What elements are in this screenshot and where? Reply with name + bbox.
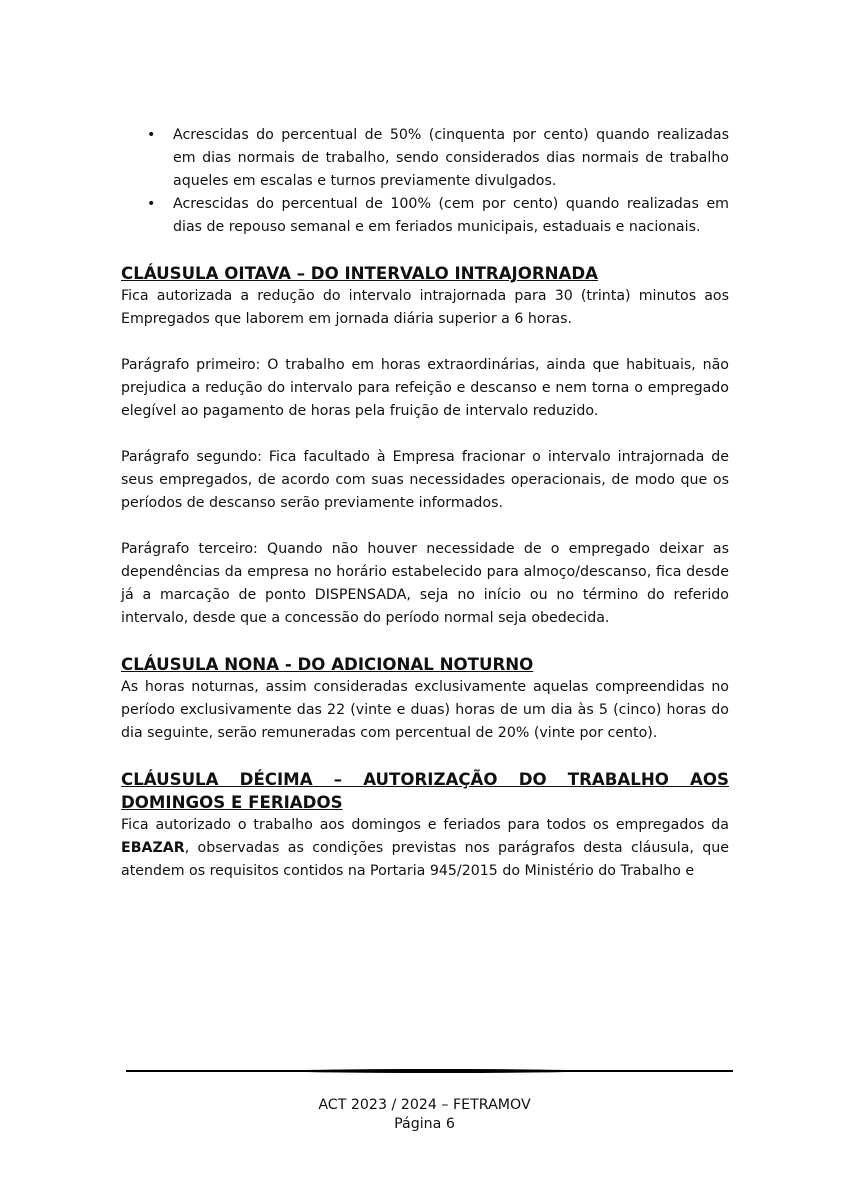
document-body bbox=[121, 124, 729, 883]
bullet-icon: • bbox=[147, 196, 156, 212]
clausula-decima-body bbox=[121, 814, 729, 883]
paragrafo-terceiro: Parágrafo terceiro: Quando não houver necessidade de o empregado deixar as dependências da empresa no horário estabelecido para almoço/descanso, fica desde já a marcação de ponto DISPENSADA, seja no início ou no término do referido intervalo, desde que a concessão do período normal seja obedecida. bbox=[121, 541, 729, 626]
bullet-icon: • bbox=[147, 127, 156, 143]
body-text: , observadas as condições previstas nos parágrafos desta cláusula, que atendem os requisitos contidos na Portaria 945/2015 do Ministério do Trabalho e bbox=[121, 840, 729, 879]
page-footer bbox=[0, 1096, 849, 1134]
list-item bbox=[121, 124, 729, 193]
bullet-text: Acrescidas do percentual de 50% (cinquenta por cento) quando realizadas em dias normais de trabalho, sendo considerados dias normais de trabalho aqueles em escalas e turnos previamente divulgados. bbox=[173, 127, 729, 189]
clausula-decima-title: CLÁUSULA DÉCIMA – AUTORIZAÇÃO DO TRABALHO AOS DOMINGOS E FERIADOS bbox=[121, 770, 729, 812]
paragrafo-primeiro: Parágrafo primeiro: O trabalho em horas extraordinárias, ainda que habituais, não prejudica a redução do intervalo para refeição e descanso e nem torna o empregado elegível ao pagamento de horas pela fruição de intervalo reduzido. bbox=[121, 357, 729, 419]
footer-document-id: ACT 2023 / 2024 – FETRAMOV bbox=[318, 1097, 531, 1113]
body-text: Fica autorizado o trabalho aos domingos e feriados para todos os empregados da bbox=[121, 817, 729, 833]
clausula-oitava-body: Fica autorizada a redução do intervalo intrajornada para 30 (trinta) minutos aos Empregados que laborem em jornada diária superior a 6 horas. bbox=[121, 288, 729, 327]
page-number: Página 6 bbox=[394, 1116, 455, 1132]
paragrafo-segundo: Parágrafo segundo: Fica facultado à Empresa fracionar o intervalo intrajornada de seus empregados, de acordo com suas necessidades operacionais, de modo que os períodos de descanso serão previamente informados. bbox=[121, 449, 729, 511]
list-item bbox=[121, 193, 729, 239]
clausula-oitava-title: CLÁUSULA OITAVA – DO INTERVALO INTRAJORNADA bbox=[121, 264, 599, 283]
company-name: EBAZAR bbox=[121, 840, 185, 856]
bullet-list bbox=[121, 124, 729, 239]
clausula-nona-body: As horas noturnas, assim consideradas exclusivamente aquelas compreendidas no período exclusivamente das 22 (vinte e duas) horas de um dia às 5 (cinco) horas do dia seguinte, serão remuneradas com percentual de 20% (vinte por cento). bbox=[121, 679, 729, 741]
bullet-text: Acrescidas do percentual de 100% (cem por cento) quando realizadas em dias de repouso semanal e em feriados municipais, estaduais e nacionais. bbox=[173, 196, 729, 235]
footer-divider bbox=[126, 1069, 733, 1076]
clausula-nona-title: CLÁUSULA NONA - DO ADICIONAL NOTURNO bbox=[121, 655, 534, 674]
